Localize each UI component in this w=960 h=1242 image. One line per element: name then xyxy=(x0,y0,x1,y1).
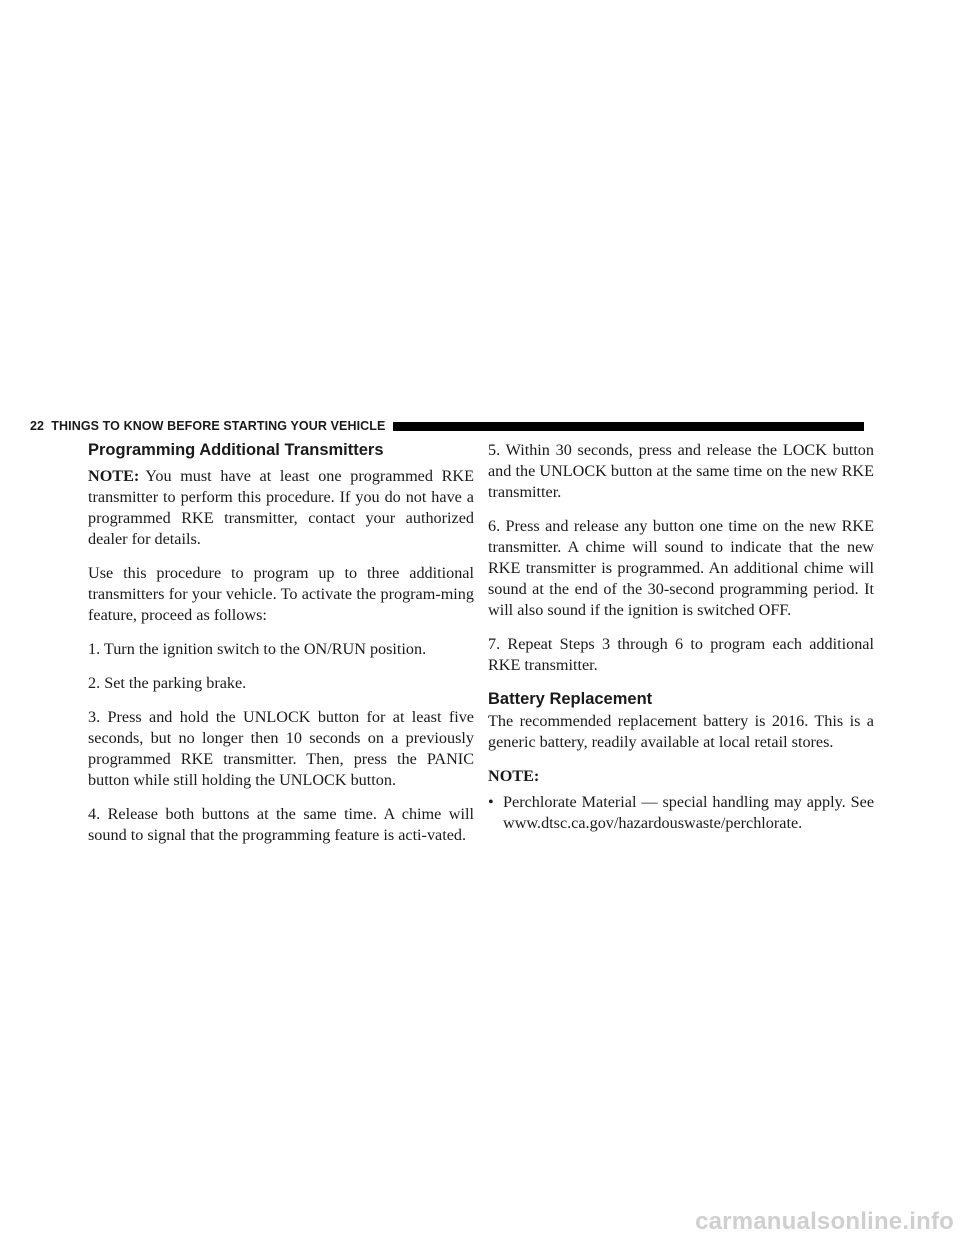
page-header xyxy=(30,418,864,434)
watermark: carmanualsonline.info xyxy=(695,1208,954,1235)
perchlorate-bullet xyxy=(488,792,874,834)
step-1: 1. Turn the ignition switch to the ON/RUN position. xyxy=(88,640,427,658)
header-rule xyxy=(393,422,864,431)
perchlorate-text: Perchlorate Material — special handling may apply. See www.dtsc.ca.gov/hazardouswaste/perchlorate. xyxy=(503,793,874,832)
step-5: 5. Within 30 seconds, press and release the LOCK button and the UNLOCK button at the same time on the new RKE transmitter. xyxy=(488,441,874,501)
step-6: 6. Press and release any button one time on the new RKE transmitter. A chime will sound to indicate that the new RKE transmitter is programmed. An additional chime will sound at the end of the 30-second programming period. It will also sound if the ignition is switched OFF. xyxy=(488,517,874,619)
page-header-text xyxy=(30,419,385,433)
note-text: You must have at least one programmed RKE transmitter to perform this procedure. If you do not have a programmed RKE transmitter, contact your authorized dealer for details. xyxy=(88,467,474,548)
note-label: NOTE: xyxy=(88,467,140,485)
page-number: 22 xyxy=(30,419,45,433)
programming-intro: Use this procedure to program up to three additional transmitters for your vehicle. To activate the program-ming feature, proceed as follows: xyxy=(88,564,474,624)
note-label: NOTE: xyxy=(488,767,540,785)
programming-note xyxy=(88,466,474,550)
left-column xyxy=(88,440,474,859)
step-7: 7. Repeat Steps 3 through 6 to program each additional RKE transmitter. xyxy=(488,635,874,674)
battery-heading: Battery Replacement xyxy=(488,690,653,708)
battery-text: The recommended replacement battery is 2016. This is a generic battery, readily available at local retail stores. xyxy=(488,712,874,751)
bullet-icon: • xyxy=(488,793,494,811)
programming-heading: Programming Additional Transmitters xyxy=(88,441,384,459)
battery-note-label xyxy=(488,766,874,787)
step-4: 4. Release both buttons at the same time. A chime will sound to signal that the programming feature is acti-vated. xyxy=(88,805,474,844)
section-title: THINGS TO KNOW BEFORE STARTING YOUR VEHICLE xyxy=(51,419,386,433)
step-3: 3. Press and hold the UNLOCK button for at least five seconds, but no longer then 10 seconds on a previously programmed RKE transmitter. Then, press the PANIC button while still holding the UNLOCK button. xyxy=(88,708,474,789)
right-column xyxy=(488,440,874,834)
step-2: 2. Set the parking brake. xyxy=(88,674,247,692)
